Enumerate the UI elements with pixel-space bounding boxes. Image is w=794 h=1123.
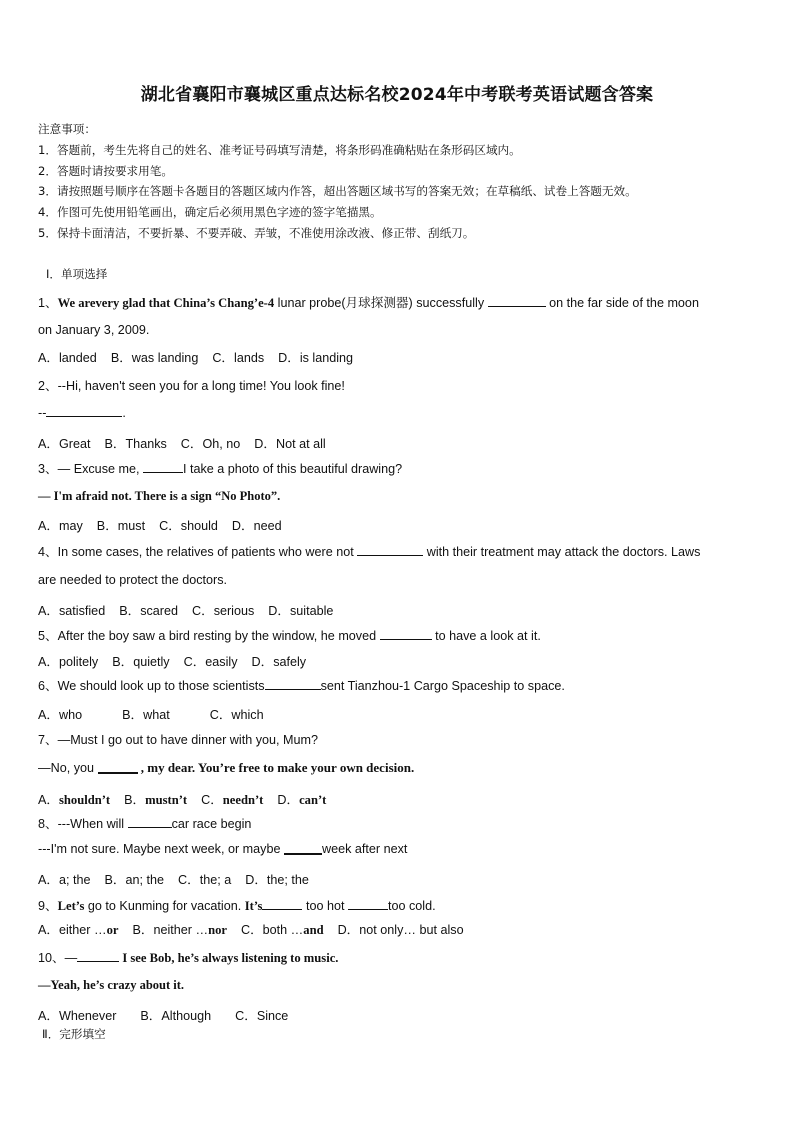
option-b: B．an; the [104,873,165,887]
option-a: A．Great [38,437,91,451]
option-b: B．was landing [110,351,199,365]
option-c: C．the; a [178,873,232,887]
notice-item: 4．作图可先使用铅笔画出，确定后必须用黑色字迹的签字笔描黑。 [38,205,382,219]
option-a: A．either …or [38,923,119,937]
option-c: C．easily [183,655,238,669]
question-7-line2: —No, you , my dear. You’re free to make your own decision. [38,760,415,775]
question-4: 4、In some cases, the relatives of patients who were not with their treatment may attack the doctors. Laws [38,545,701,559]
question-9-options [38,919,478,938]
option-d: D．need [231,519,282,533]
page-title: 湖北省襄阳市襄城区重点达标名校2024年中考联考英语试题含答案 [140,85,654,105]
option-c: C．serious [192,604,255,618]
option-c: C．should [159,519,218,533]
question-6: 6、We should look up to those scientists sent Tianzhou-1 Cargo Spaceship to space. [38,679,565,693]
section-heading: Ⅱ．完形填空 [42,1027,106,1041]
option-d: D．can’t [277,793,327,807]
option-a: A．may [38,519,83,533]
question-10-line2: —Yeah, he’s crazy about it. [38,978,185,992]
question-5-options [38,651,320,670]
question-2: 2、--Hi, haven't seen you for a long time! You look fine! [38,379,345,393]
answer-blank [357,544,423,556]
question-4-options [38,600,347,619]
option-a: A．a; the [38,873,91,887]
notice-item: 1．答题前，考生先将自己的姓名、准考证号码填写清楚，将条形码准确粘贴在条形码区域内。 [38,143,521,157]
option-d: D．not only… but also [337,923,464,937]
option-a: A．who [38,708,83,722]
notice-item: 5．保持卡面清洁，不要折暴、不要弄破、弄皱，不准使用涂改液、修正带、刮纸刀。 [38,226,475,240]
option-c: C．Oh, no [180,437,241,451]
answer-blank [98,763,138,774]
option-a: A．Whenever [38,1009,117,1023]
answer-blank [265,678,321,690]
question-10: 10、— I see Bob, he’s always listening to music. [38,951,339,965]
notice-item: 3．请按照题号顺序在答题卡各题目的答题区域内作答，超出答题区域书写的答案无效；在草稿纸、试卷上答题无效。 [38,184,637,198]
question-8-line2: ---I'm not sure. Maybe next week, or maybe week after next [38,842,408,856]
answer-blank [46,405,122,417]
answer-blank [284,844,322,855]
section-heading: Ⅰ．单项选择 [46,267,108,281]
question-6-options [38,704,278,723]
option-d: D．Not at all [254,437,326,451]
option-b: B．Thanks [104,437,167,451]
question-8-options [38,869,323,888]
option-a: A．politely [38,655,99,669]
option-b: B．must [96,519,146,533]
question-1-options [38,347,367,366]
option-c: C．which [209,708,264,722]
question-10-options [38,1005,302,1024]
option-b: B．what [122,708,170,722]
question-3-options [38,515,296,534]
option-b: B．Although [140,1009,212,1023]
option-a: A．shouldn’t [38,793,111,807]
option-c: C．lands [212,351,265,365]
answer-blank [348,898,388,910]
option-a: A．satisfied [38,604,106,618]
question-3: 3、— Excuse me, I take a photo of this beautiful drawing? [38,462,403,476]
answer-blank [77,950,119,962]
option-c: C．Since [235,1009,289,1023]
question-1: 1、We arevery glad that China’s Chang’e-4 lunar probe(月球探测器) successfully on the far side of the moon [38,296,699,310]
option-b: B．neither …nor [132,923,227,937]
question-5: 5、After the boy saw a bird resting by the window, he moved to have a look at it. [38,629,541,643]
option-b: B．quietly [112,655,170,669]
question-1-line2: on January 3, 2009. [38,323,150,337]
answer-blank [488,295,546,307]
option-c: C．both …and [240,923,324,937]
question-9: 9、Let’s go to Kunming for vacation. It’s too hot too cold. [38,899,436,913]
answer-blank [262,898,302,910]
question-3-line2: — I'm afraid not. There is a sign “No Photo”. [38,489,281,503]
option-b: B．scared [119,604,178,618]
option-b: B．mustn’t [124,793,188,807]
question-7-options [38,789,340,808]
notice-heading: 注意事项： [38,122,96,136]
option-d: D．the; the [245,873,309,887]
question-7: 7、—Must I go out to have dinner with you, Mum? [38,733,318,747]
notice-item: 2．答题时请按要求用笔。 [38,164,173,178]
option-d: D．is landing [278,351,354,365]
question-2-options [38,433,340,452]
question-8: 8、---When will car race begin [38,817,252,831]
answer-blank [143,461,183,473]
answer-blank [380,628,432,640]
option-d: D．safely [251,655,307,669]
option-a: A．landed [38,351,97,365]
question-2-line2: -- . [38,406,126,420]
answer-blank [128,816,172,828]
option-c: C．needn’t [201,793,264,807]
question-4-line2: are needed to protect the doctors. [38,573,228,587]
option-d: D．suitable [268,604,334,618]
